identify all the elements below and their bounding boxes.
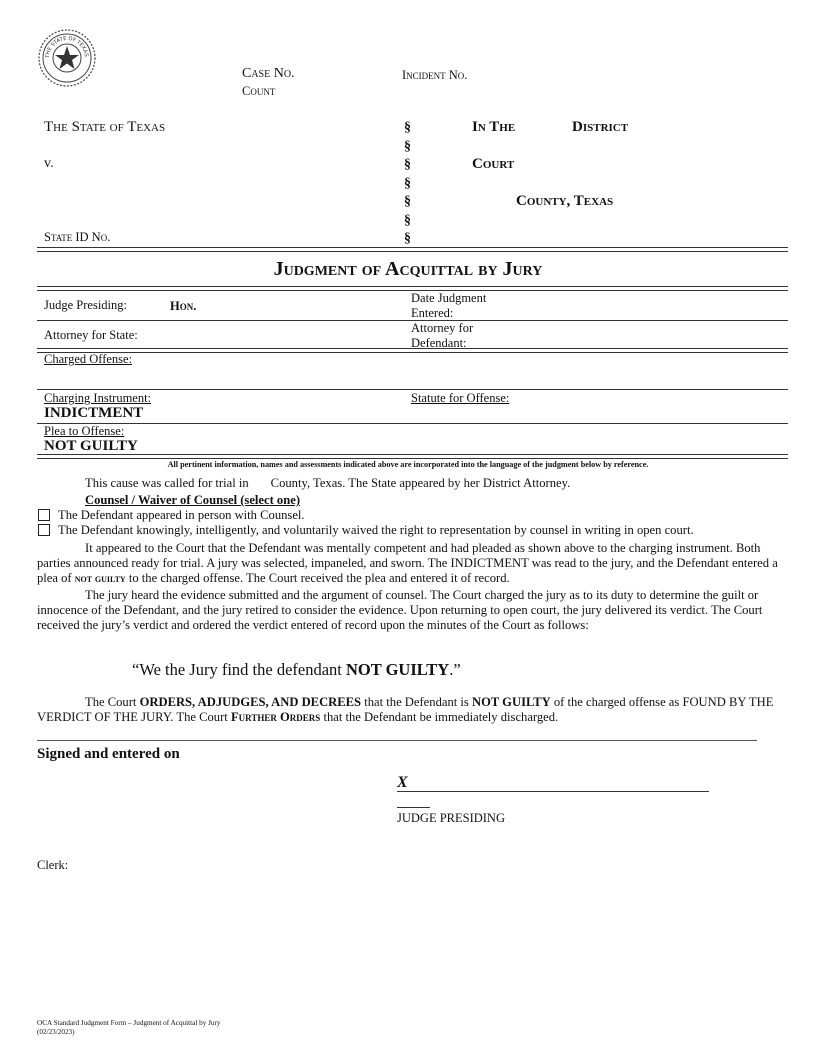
court-label: Court <box>472 156 515 172</box>
order-emphasis: ORDERS, ADJUDGES, AND DECREES <box>139 695 362 709</box>
charging-instrument-label: Charging Instrument: <box>44 391 152 405</box>
signature-x-mark: X <box>397 774 408 791</box>
date-judgment-label-line: Entered: <box>411 306 454 320</box>
attorney-defendant-label-line: Attorney for <box>411 321 474 335</box>
section-symbol: § <box>404 175 411 191</box>
statute-label: Statute for Offense: <box>411 391 510 405</box>
attorney-state-label: Attorney for State: <box>44 328 138 342</box>
order-paragraph <box>37 695 782 725</box>
district-label: District <box>572 119 629 135</box>
date-judgment-label-line: Date Judgment <box>411 291 487 305</box>
counsel-heading: Counsel / Waiver of Counsel (select one) <box>85 493 301 507</box>
waiver-checkbox[interactable] <box>38 524 50 536</box>
trial-called-text <box>85 476 570 491</box>
attorney-defendant-label-line: Defendant: <box>411 336 467 350</box>
order-text: that the Defendant is <box>364 695 469 709</box>
section-symbol: § <box>404 194 411 209</box>
clerk-label: Clerk: <box>37 858 69 872</box>
signed-entered-label: Signed and entered on <box>37 746 180 762</box>
judge-presiding-label: Judge Presiding: <box>44 298 127 312</box>
section-symbol: § <box>404 120 411 135</box>
plea-inline: not guilty <box>74 573 126 585</box>
state-of-texas: The State of Texas <box>44 119 166 135</box>
pertinent-note: All pertinent information, names and assessments indicated above are incorporated into the language of the judgment below by reference. <box>167 460 649 469</box>
trial-text-part: County, Texas. The State appeared by her District Attorney. <box>270 476 571 490</box>
date-judgment-label <box>411 291 486 321</box>
charging-instrument-value[interactable]: INDICTMENT <box>44 405 144 421</box>
state-seal <box>37 28 97 88</box>
fields-bottom-rule <box>37 454 788 459</box>
order-emphasis: Further Orders <box>230 710 321 724</box>
footer-form-name: OCA Standard Judgment Form – Judgment of Acquittal by Jury <box>37 1019 221 1027</box>
verdict-text: .” <box>449 660 461 679</box>
counsel-option-appeared: The Defendant appeared in person with Counsel. <box>58 508 305 522</box>
signature-line[interactable] <box>397 791 709 792</box>
verdict-finding: NOT GUILTY <box>346 660 450 679</box>
title-top-rule <box>37 247 788 252</box>
verdict-text: “We the Jury find the defendant <box>132 660 342 679</box>
paragraph-text: to the charged offense. The Court received the plea and entered it of record. <box>128 571 510 585</box>
count-label: Count <box>242 84 276 98</box>
section-symbol: § <box>404 157 411 172</box>
plea-value[interactable]: NOT GUILTY <box>44 438 138 454</box>
signature-section-rule <box>37 740 757 741</box>
order-text: that the Defendant be immediately discharged. <box>323 710 559 724</box>
competency-paragraph <box>37 541 782 587</box>
verdict-statement <box>132 660 461 680</box>
judge-presiding-value[interactable]: Hon. <box>170 299 197 313</box>
signature-short-rule <box>397 807 430 808</box>
versus: v. <box>44 156 54 171</box>
row-rule <box>37 389 788 390</box>
state-id-label: State ID No. <box>44 230 111 244</box>
section-symbol: § <box>404 138 411 154</box>
order-text: The Court <box>85 695 137 709</box>
charged-offense-label: Charged Offense: <box>44 352 133 366</box>
counsel-checkbox[interactable] <box>38 509 50 521</box>
attorney-defendant-label <box>411 321 473 351</box>
footer-date: (02/23/2023) <box>37 1028 75 1036</box>
incident-no-label: Incident No. <box>402 68 468 82</box>
order-text: of the charged offense as FOUND BY THE VERDICT OF THE JURY. The Court <box>37 695 774 724</box>
section-symbol: § <box>404 231 411 246</box>
jury-paragraph: The jury heard the evidence submitted and the argument of counsel. The Court charged the jury as to its duty to determine the guilt or innocence of the Defendant, and the jury retired to consider the evidence. Upon returning to open court, the jury delivered its verdict. The Court received the jury’s verdict and ordered the verdict entered of record upon the minutes of the Court as follows: <box>37 588 763 632</box>
order-emphasis: NOT GUILTY <box>471 695 551 709</box>
plea-label: Plea to Offense: <box>44 424 125 438</box>
paragraph-text: It appeared to the Court that the Defendant was mentally competent and had pleaded as shown above to the charging instrument. Both parties announced ready for trial. A jury was selected, impaneled, and sworn. The INDICTMENT was read to the jury, and the Defendant entered a plea of <box>37 541 778 585</box>
judge-presiding-caption: JUDGE PRESIDING <box>397 811 505 825</box>
section-symbols <box>404 119 411 249</box>
row-rule <box>37 423 788 424</box>
footer <box>37 1019 220 1037</box>
svg-text:THE STATE OF TEXAS: THE STATE OF TEXAS <box>44 35 89 59</box>
in-the-label: In The <box>472 119 516 135</box>
case-no-label: Case No. <box>242 66 295 81</box>
trial-text-part: This cause was called for trial in <box>85 476 249 490</box>
section-symbol: § <box>404 212 411 228</box>
row-rule <box>37 348 788 353</box>
counsel-option-waived: The Defendant knowingly, intelligently, and voluntarily waived the right to representation by counsel in writing in open court. <box>58 523 694 537</box>
texas-seal-icon <box>37 28 97 88</box>
page-title: Judgment of Acquittal by Jury <box>273 258 543 280</box>
county-texas-label: County, Texas <box>516 193 614 209</box>
